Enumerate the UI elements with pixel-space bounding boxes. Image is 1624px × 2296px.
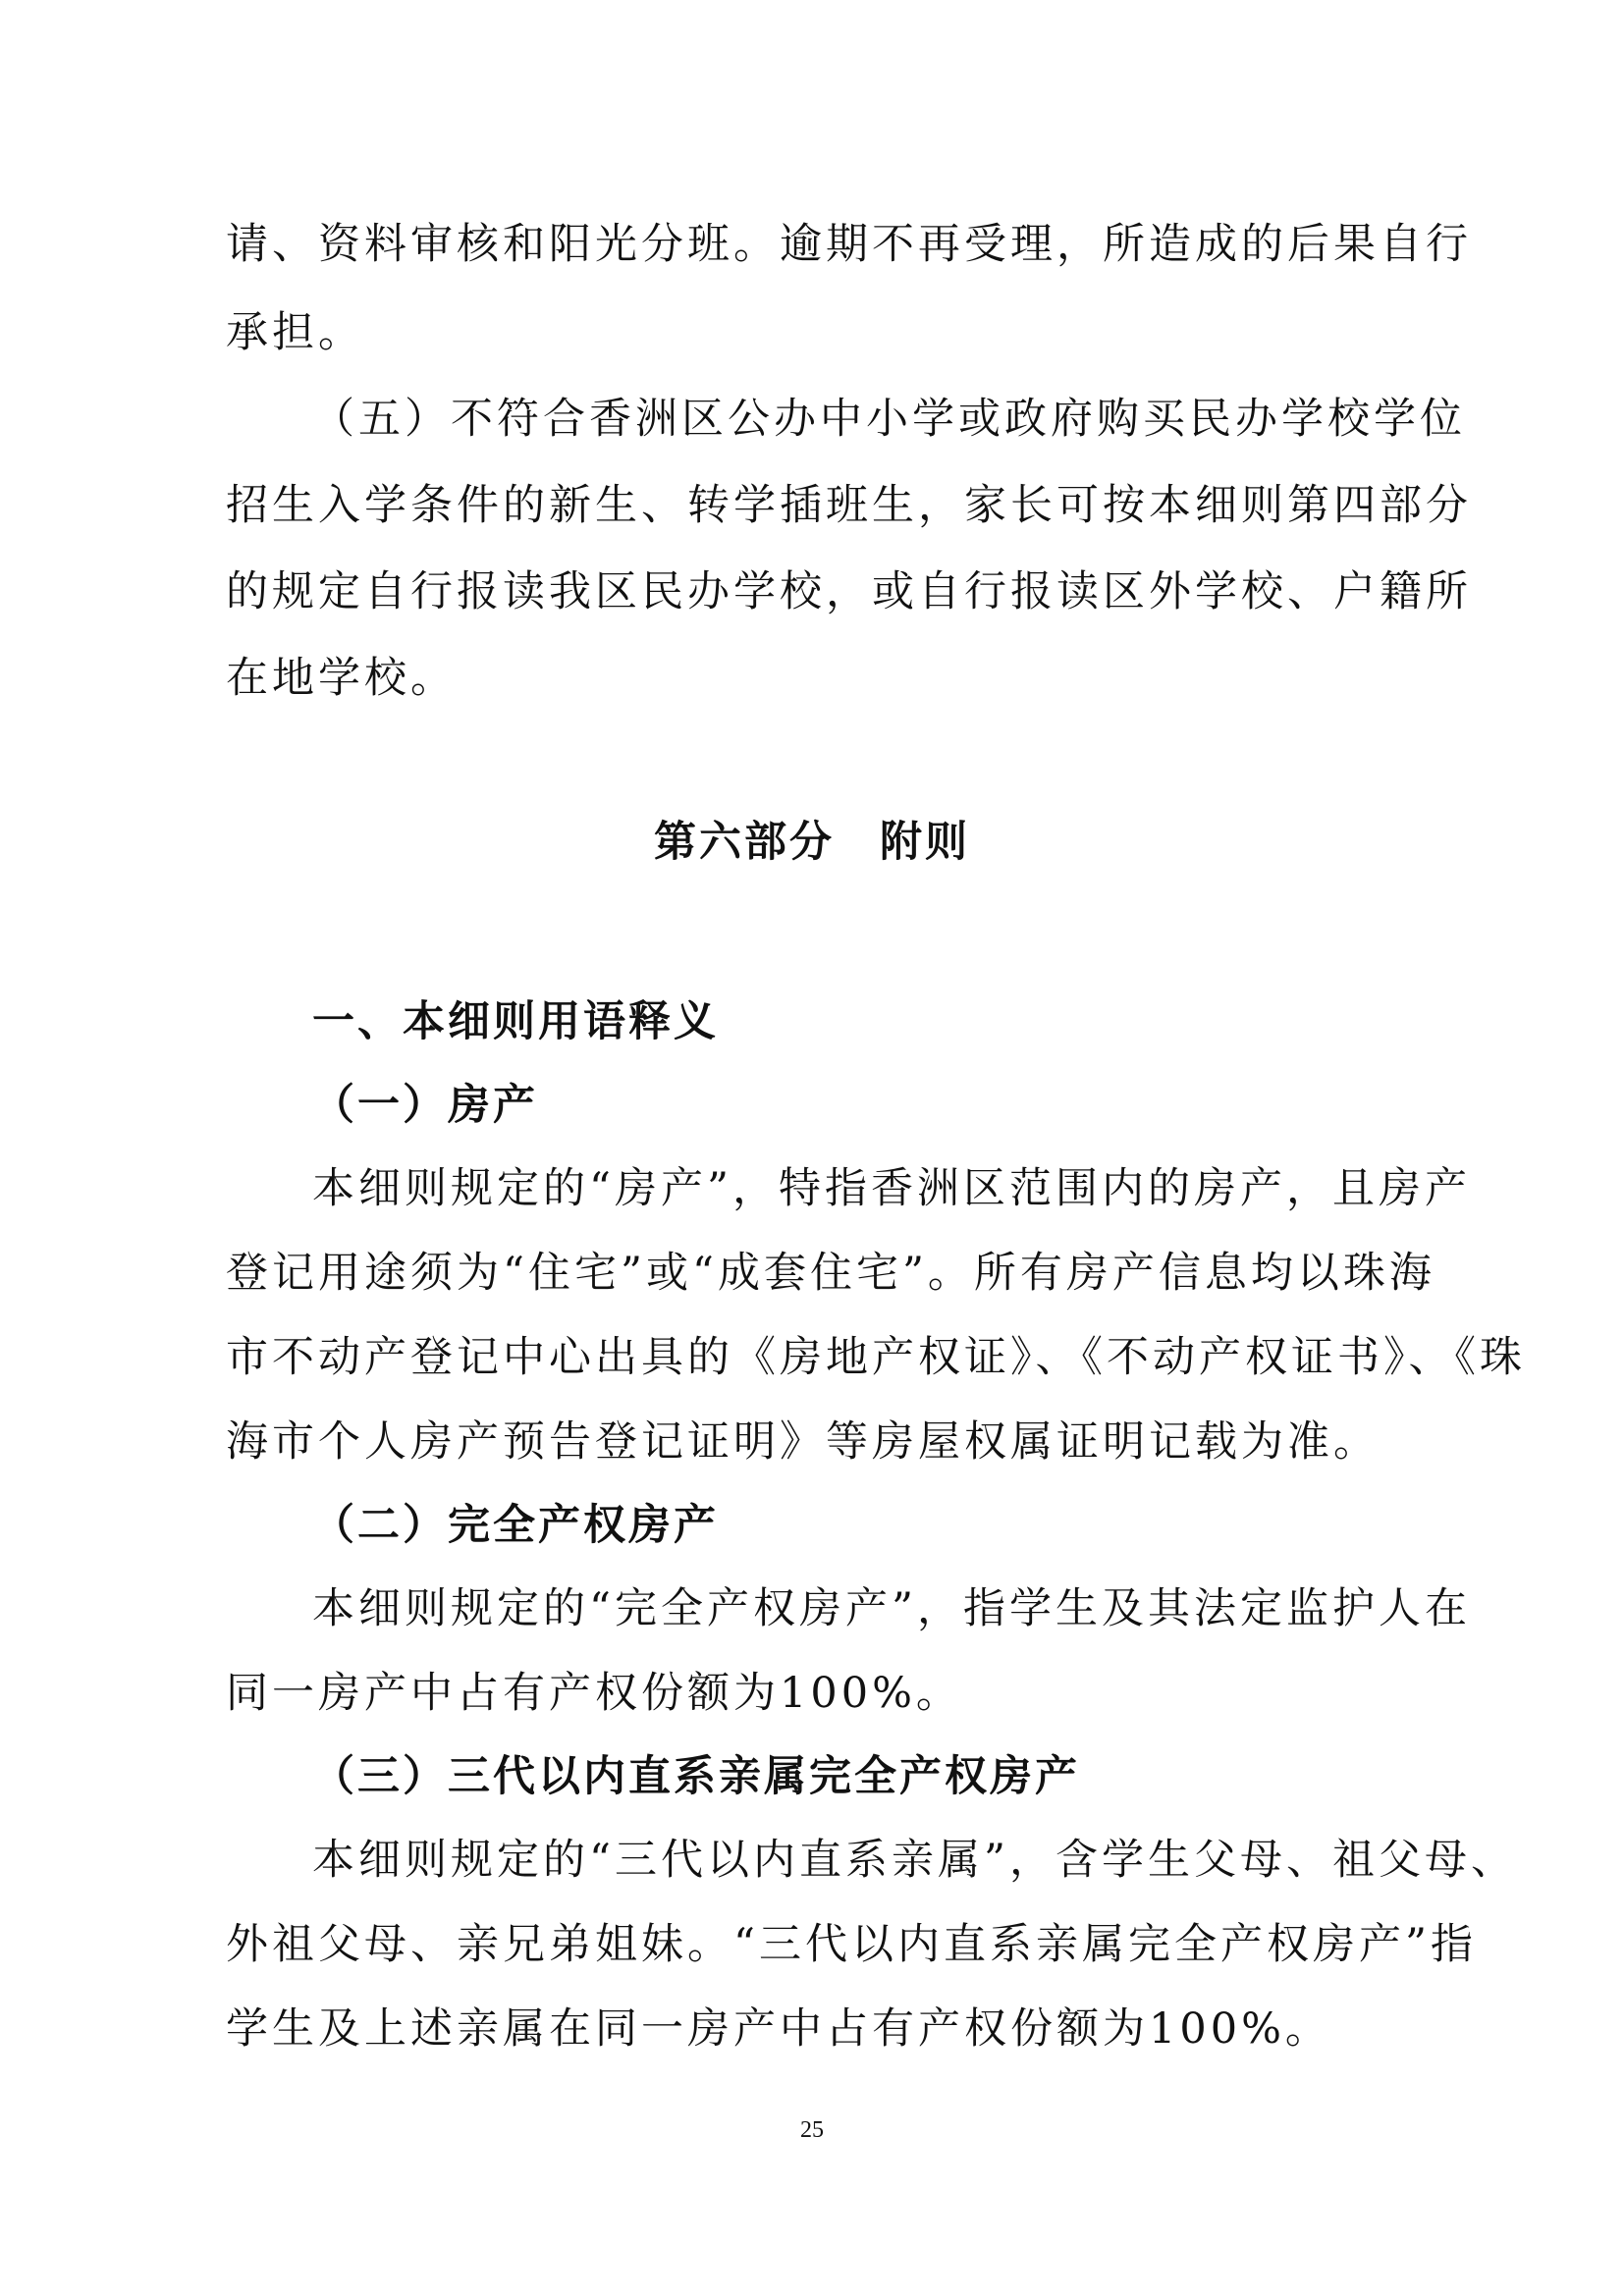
- paragraph-line: 招生入学条件的新生、转学插班生，家长可按本细则第四部分: [226, 481, 1472, 530]
- section-title: 第六部分 附则: [654, 818, 970, 867]
- paragraph-line: 本细则规定的“完全产权房产”，指学生及其法定监护人在: [312, 1584, 1471, 1633]
- item-heading: （二）完全产权房产: [312, 1501, 719, 1550]
- paragraph-line: 的规定自行报读我区民办学校，或自行报读区外学校、户籍所: [226, 567, 1472, 616]
- paragraph-line: （五）不符合香洲区公办中小学或政府购买民办学校学位: [312, 395, 1466, 444]
- paragraph-line: 在地学校。: [226, 654, 457, 703]
- paragraph-line: 本细则规定的“房产”，特指香洲区范围内的房产，且房产: [312, 1164, 1471, 1213]
- heading-level-1: 一、本细则用语释义: [312, 997, 719, 1046]
- paragraph-line: 同一房产中占有产权份额为100%。: [226, 1669, 962, 1718]
- paragraph-line: 承担。: [226, 308, 364, 357]
- paragraph-line: 请、资料审核和阳光分班。逾期不再受理，所造成的后果自行: [226, 220, 1472, 269]
- item-heading: （三）三代以内直系亲属完全产权房产: [312, 1752, 1080, 1801]
- page-number: 25: [800, 2117, 824, 2143]
- paragraph-line: 学生及上述亲属在同一房产中占有产权份额为100%。: [226, 2004, 1331, 2054]
- paragraph-line: 本细则规定的“三代以内直系亲属”，含学生父母、祖父母、: [312, 1836, 1517, 1885]
- paragraph-line: 海市个人房产预告登记证明》等房屋权属证明记载为准。: [226, 1417, 1380, 1467]
- paragraph-line: 登记用途须为“住宅”或“成套住宅”。所有房产信息均以珠海: [226, 1249, 1435, 1298]
- paragraph-line: 市不动产登记中心出具的《房地产权证》、《不动产权证书》、《珠: [226, 1333, 1526, 1382]
- paragraph-line: 外祖父母、亲兄弟姐妹。“三代以内直系亲属完全产权房产”指: [226, 1920, 1477, 1969]
- item-heading: （一）房产: [312, 1081, 538, 1130]
